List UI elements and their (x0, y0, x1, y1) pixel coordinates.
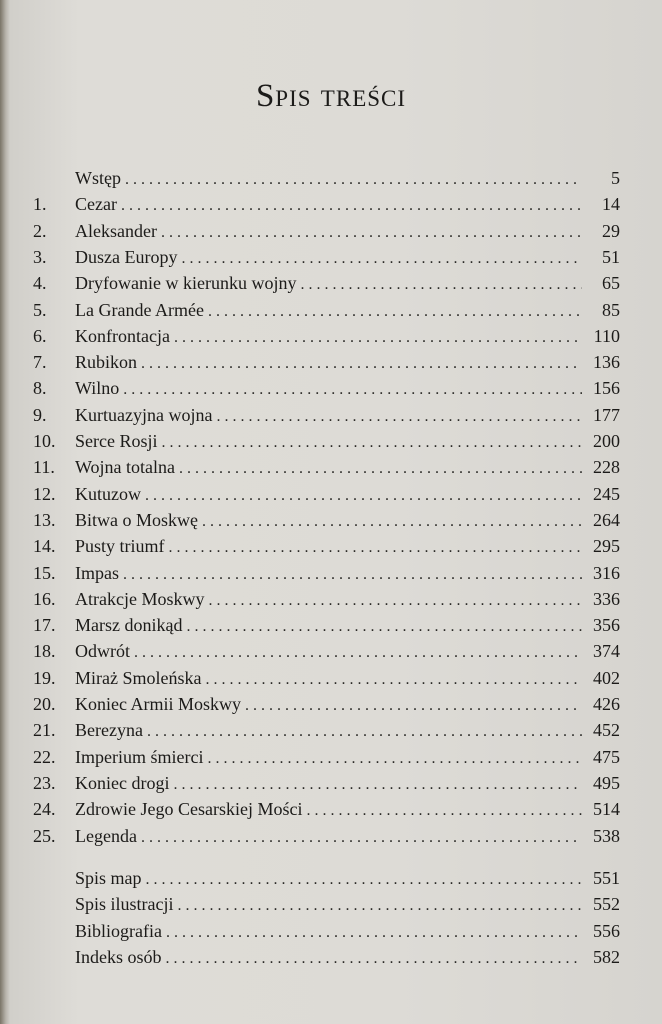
dot-leader (123, 562, 582, 588)
toc-entry (0, 349, 662, 375)
page-title: Spis treści (255, 78, 407, 114)
entry-title: Atrakcje Moskwy (75, 588, 205, 609)
toc-entry-line (75, 560, 582, 588)
toc-entry-line (75, 665, 582, 693)
toc-entry-line (75, 218, 582, 246)
toc-entry-line (75, 918, 582, 946)
toc-entry (0, 428, 662, 454)
toc-entry (0, 481, 662, 507)
page-number: 65 (602, 273, 620, 294)
page-number: 264 (593, 509, 620, 530)
dot-leader (121, 193, 582, 219)
page-number: 5 (611, 168, 620, 188)
page-number: 374 (593, 641, 620, 662)
toc-entry (0, 918, 662, 944)
entry-title: Serce Rosji (75, 431, 158, 451)
entry-title: Koniec Armii Moskwy (75, 694, 241, 714)
toc-entry (0, 454, 662, 480)
toc-entry (0, 507, 662, 533)
toc-entry (0, 770, 662, 796)
toc-entry (0, 586, 662, 612)
entry-title: Marsz donikąd (75, 615, 183, 636)
page-number: 514 (593, 799, 620, 820)
dot-leader (125, 167, 582, 193)
entry-title: Dryfowanie w kierunku wojny (75, 273, 297, 294)
chapter-number: 2. (33, 220, 47, 241)
entry-title: Bibliografia (75, 920, 162, 941)
toc-entry (0, 612, 662, 638)
dot-leader (207, 746, 582, 772)
toc-entry (0, 665, 662, 691)
chapter-number: 21. (33, 720, 56, 741)
chapter-number: 16. (33, 588, 56, 609)
page-number: 245 (593, 483, 620, 504)
toc-entry (0, 218, 662, 244)
toc-entry-line (75, 297, 582, 325)
entry-title: Aleksander (75, 220, 157, 241)
chapter-number: 24. (33, 799, 56, 820)
dot-leader (161, 220, 582, 246)
toc-entry-line (75, 612, 582, 640)
chapter-number: 12. (33, 483, 56, 504)
toc-entry-line (75, 586, 582, 614)
dot-leader (208, 588, 582, 614)
toc-entry-line (75, 944, 582, 972)
chapter-number: 10. (33, 431, 56, 451)
page-number: 200 (593, 431, 620, 451)
page-number: 14 (602, 194, 620, 215)
toc-entry-line (75, 796, 582, 824)
entry-title: Cezar (75, 194, 117, 215)
dot-leader (173, 772, 582, 798)
entry-title: Impas (75, 562, 119, 583)
page-number: 228 (593, 457, 620, 478)
entry-title: Spis map (75, 868, 142, 888)
dot-leader (147, 719, 582, 745)
chapter-number: 11. (33, 457, 55, 478)
toc-entry (0, 944, 662, 970)
page-number: 110 (593, 325, 620, 346)
entry-title: Wojna totalna (75, 457, 176, 478)
dot-leader (179, 456, 582, 482)
toc-entry-line (75, 744, 582, 772)
entry-title: Odwrót (75, 641, 130, 662)
toc-entry (0, 375, 662, 401)
toc-entry-line (75, 191, 582, 219)
chapter-number: 17. (33, 615, 56, 636)
toc-entry-line (75, 770, 582, 798)
toc-entry (0, 560, 662, 586)
dot-leader (141, 351, 582, 377)
toc-entry (0, 865, 662, 891)
dot-leader (245, 693, 582, 719)
chapter-number: 15. (33, 562, 56, 583)
toc-entry (0, 270, 662, 296)
entry-title: Berezyna (75, 720, 143, 741)
chapter-number: 19. (33, 667, 56, 688)
entry-title: Imperium śmierci (75, 746, 204, 767)
page-number: 51 (602, 246, 620, 267)
page-number: 85 (602, 299, 620, 320)
entry-title: Kutuzow (75, 483, 141, 504)
page-number: 156 (593, 378, 620, 399)
page-number: 356 (593, 615, 620, 636)
toc-entry (0, 717, 662, 743)
toc-entry-line (75, 270, 582, 298)
dot-leader (186, 614, 582, 640)
toc-entry (0, 796, 662, 822)
chapter-number: 18. (33, 641, 56, 662)
entry-title: Miraż Smoleńska (75, 667, 202, 688)
page-number: 556 (593, 920, 620, 941)
entry-title: Rubikon (75, 352, 138, 373)
entry-title: Dusza Europy (75, 246, 178, 267)
dot-leader (300, 272, 582, 298)
entry-title: Kurtuazyjna wojna (75, 404, 213, 425)
toc-entry (0, 323, 662, 349)
toc-entry-line (75, 349, 582, 377)
chapter-number: 25. (33, 825, 56, 846)
dot-leader (166, 946, 583, 972)
toc-entry (0, 402, 662, 428)
chapter-number: 23. (33, 772, 56, 793)
entry-title: Pusty triumf (75, 536, 165, 557)
dot-leader (141, 825, 582, 851)
page-number: 495 (593, 772, 620, 793)
toc-entry-line (75, 533, 582, 561)
toc-entry (0, 691, 662, 717)
toc-entry (0, 891, 662, 917)
entry-title: Bitwa o Moskwę (75, 509, 198, 530)
toc-entry-line (75, 891, 582, 919)
toc-entry (0, 638, 662, 664)
dot-leader (166, 920, 582, 946)
page-number: 552 (593, 894, 620, 915)
page-number: 136 (593, 352, 620, 373)
toc-entry (0, 244, 662, 270)
dot-leader (216, 404, 582, 430)
dot-leader (134, 640, 582, 666)
page-number: 29 (602, 220, 620, 241)
dot-leader (181, 246, 582, 272)
chapter-number: 20. (33, 694, 56, 714)
toc-entry (0, 191, 662, 217)
toc-entry-line (75, 507, 582, 535)
dot-leader (174, 325, 582, 351)
toc-entry-line (75, 402, 582, 430)
page-number: 402 (593, 667, 620, 688)
dot-leader (306, 798, 582, 824)
dot-leader (178, 893, 583, 919)
chapter-number: 9. (33, 404, 47, 425)
toc-entry-line (75, 375, 582, 403)
toc-entry-line (75, 823, 582, 851)
toc-entry (0, 744, 662, 770)
chapter-number: 7. (33, 352, 47, 373)
toc-entry (0, 165, 662, 191)
chapter-number: 5. (33, 299, 47, 320)
chapter-number: 1. (33, 194, 47, 215)
entry-title: Wstęp (75, 168, 121, 188)
chapter-number: 13. (33, 509, 56, 530)
dot-leader (202, 509, 582, 535)
page-number: 582 (593, 946, 620, 967)
dot-leader (123, 377, 582, 403)
entry-title: Zdrowie Jego Cesarskiej Mości (75, 799, 303, 820)
toc-entry-line (75, 865, 582, 893)
dot-leader (208, 299, 582, 325)
entry-title: Wilno (75, 378, 120, 399)
entry-title: Indeks osób (75, 946, 162, 967)
dot-leader (162, 430, 583, 456)
entry-title: La Grande Armée (75, 299, 204, 320)
page-number: 177 (593, 404, 620, 425)
page-number: 452 (593, 720, 620, 741)
dot-leader (205, 667, 582, 693)
chapter-number: 8. (33, 378, 47, 399)
chapter-number: 6. (33, 325, 47, 346)
page-number: 475 (593, 746, 620, 767)
toc-entry-line (75, 323, 582, 351)
toc-entry-line (75, 454, 582, 482)
entry-title: Koniec drogi (75, 772, 170, 793)
page-number: 316 (593, 562, 620, 583)
toc-entry-line (75, 717, 582, 745)
chapter-number: 4. (33, 273, 47, 294)
toc-entry (0, 823, 662, 849)
chapter-number: 3. (33, 246, 47, 267)
page-number: 538 (593, 825, 620, 846)
page-number: 295 (593, 536, 620, 557)
dot-leader (169, 535, 582, 561)
toc-entry-line (75, 244, 582, 272)
toc-entry (0, 533, 662, 559)
toc-entry-line (75, 638, 582, 666)
chapter-number: 14. (33, 536, 56, 557)
dot-leader (146, 867, 582, 893)
chapter-number: 22. (33, 746, 56, 767)
toc-entry-line (75, 481, 582, 509)
toc-entry (0, 297, 662, 323)
entry-title: Spis ilustracji (75, 894, 174, 915)
toc-entry-line (75, 165, 582, 193)
page-number: 336 (593, 588, 620, 609)
page-number: 551 (593, 868, 620, 888)
entry-title: Konfrontacja (75, 325, 170, 346)
toc-entry-line (75, 691, 582, 719)
entry-title: Legenda (75, 825, 137, 846)
toc-entry-line (75, 428, 582, 456)
dot-leader (145, 483, 582, 509)
page-number: 426 (593, 694, 620, 714)
